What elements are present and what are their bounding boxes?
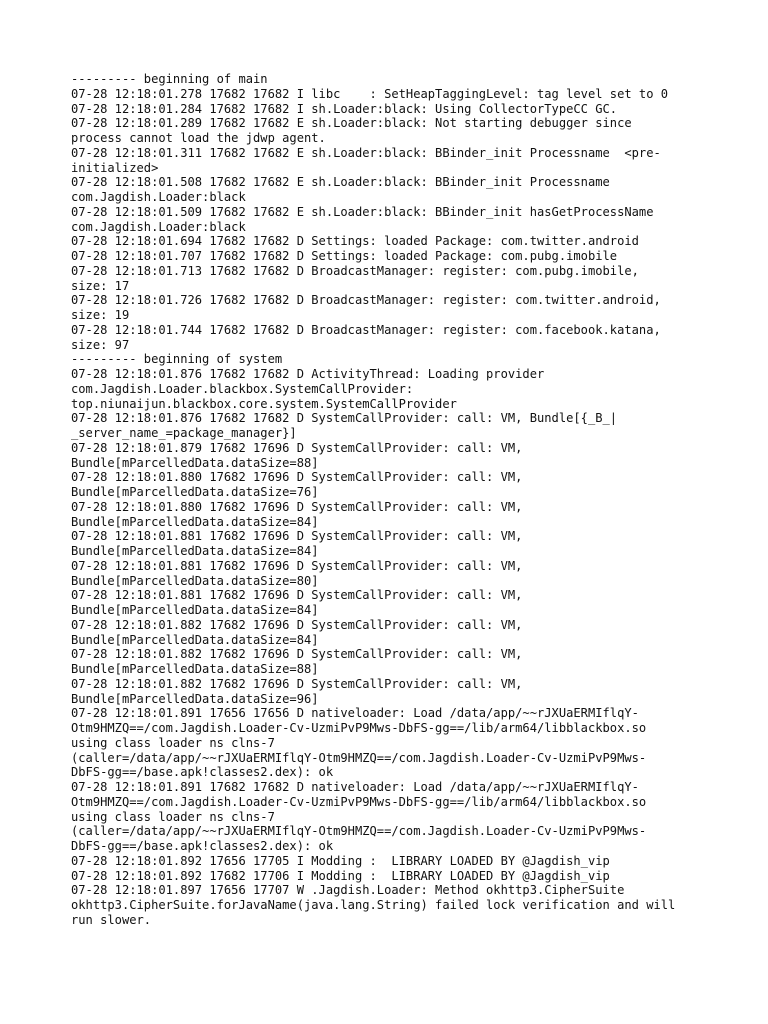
log-line: --------- beginning of main — [71, 72, 268, 86]
log-line: 07-28 12:18:01.311 17682 17682 E sh.Loader:black: BBinder_init Processname <pre- — [71, 145, 661, 160]
log-line: 07-28 12:18:01.881 17682 17696 D SystemCallProvider: call: VM, — [71, 529, 523, 544]
log-line: initialized> — [71, 160, 159, 175]
log-line: Bundle[mParcelledData.dataSize=88] — [71, 662, 319, 676]
log-line: Otm9HMZQ==/com.Jagdish.Loader-Cv-UzmiPvP9Mws-DbFS-gg==/lib/arm64/libblackbox.so — [71, 721, 647, 735]
log-line: 07-28 12:18:01.876 17682 17682 D SystemCallProvider: call: VM, Bundle[{_B_| — [71, 411, 618, 426]
log-line: 07-28 12:18:01.289 17682 17682 E sh.Loader:black: Not starting debugger since — [71, 116, 632, 131]
log-line: com.Jagdish.Loader.blackbox.SystemCallProvider: — [71, 381, 414, 396]
log-document — [71, 72, 711, 928]
log-line: process cannot load the jdwp agent. — [71, 131, 326, 145]
log-line: 07-28 12:18:01.882 17682 17696 D SystemCallProvider: call: VM, — [71, 647, 523, 662]
log-line: 07-28 12:18:01.891 17682 17682 D nativeloader: Load /data/app/~~rJXUaERMIflqY- — [71, 780, 639, 794]
log-line: 07-28 12:18:01.284 17682 17682 I sh.Loader:black: Using CollectorTypeCC GC. — [71, 101, 618, 116]
log-line: 07-28 12:18:01.726 17682 17682 D BroadcastManager: register: com.twitter.android, — [71, 293, 661, 308]
log-line: 07-28 12:18:01.891 17656 17656 D nativeloader: Load /data/app/~~rJXUaERMIflqY- — [71, 706, 639, 721]
log-line: 07-28 12:18:01.713 17682 17682 D BroadcastManager: register: com.pubg.imobile, — [71, 263, 639, 278]
log-line: okhttp3.CipherSuite.forJavaName(java.lang.String) failed lock verification and will — [71, 898, 676, 912]
log-line: Bundle[mParcelledData.dataSize=88] — [71, 455, 319, 470]
log-line: Bundle[mParcelledData.dataSize=76] — [71, 485, 319, 499]
log-line: Bundle[mParcelledData.dataSize=84] — [71, 514, 319, 529]
log-line: top.niunaijun.blackbox.core.system.SystemCallProvider — [71, 396, 457, 411]
log-line: 07-28 12:18:01.707 17682 17682 D Settings: loaded Package: com.pubg.imobile — [71, 249, 618, 263]
log-line: 07-28 12:18:01.880 17682 17696 D SystemCallProvider: call: VM, — [71, 499, 523, 514]
log-line: com.Jagdish.Loader:black — [71, 190, 246, 204]
log-line: 07-28 12:18:01.880 17682 17696 D SystemCallProvider: call: VM, — [71, 470, 523, 485]
log-line: (caller=/data/app/~~rJXUaERMIflqY-Otm9HMZQ==/com.Jagdish.Loader-Cv-UzmiPvP9Mws- — [71, 824, 647, 839]
log-line: 07-28 12:18:01.509 17682 17682 E sh.Loader:black: BBinder_init hasGetProcessName — [71, 204, 654, 219]
log-line: Bundle[mParcelledData.dataSize=96] — [71, 691, 319, 706]
log-line: 07-28 12:18:01.881 17682 17696 D SystemCallProvider: call: VM, — [71, 558, 523, 573]
log-line: size: 17 — [71, 278, 130, 293]
log-line: 07-28 12:18:01.508 17682 17682 E sh.Loader:black: BBinder_init Processname — [71, 175, 610, 190]
log-line: 07-28 12:18:01.882 17682 17696 D SystemCallProvider: call: VM, — [71, 617, 523, 632]
log-line: 07-28 12:18:01.876 17682 17682 D ActivityThread: Loading provider — [71, 367, 545, 381]
log-line: (caller=/data/app/~~rJXUaERMIflqY-Otm9HMZQ==/com.Jagdish.Loader-Cv-UzmiPvP9Mws- — [71, 750, 647, 765]
log-line: Bundle[mParcelledData.dataSize=84] — [71, 544, 319, 558]
log-line: 07-28 12:18:01.892 17656 17705 I Modding : LIBRARY LOADED BY @Jagdish_vip — [71, 853, 610, 868]
log-line: --------- beginning of system — [71, 352, 283, 367]
log-line: run slower. — [71, 912, 152, 927]
log-line: 07-28 12:18:01.897 17656 17707 W .Jagdish.Loader: Method okhttp3.CipherSuite — [71, 883, 625, 898]
log-line: Bundle[mParcelledData.dataSize=84] — [71, 603, 319, 617]
log-line: 07-28 12:18:01.278 17682 17682 I libc : SetHeapTaggingLevel: tag level set to 0 — [71, 86, 669, 101]
log-line: com.Jagdish.Loader:black — [71, 219, 246, 234]
log-line: _server_name_=package_manager}] — [71, 426, 297, 440]
log-line: 07-28 12:18:01.694 17682 17682 D Settings: loaded Package: com.twitter.android — [71, 234, 639, 249]
log-line: 07-28 12:18:01.881 17682 17696 D SystemCallProvider: call: VM, — [71, 588, 523, 603]
log-line: 07-28 12:18:01.882 17682 17696 D SystemCallProvider: call: VM, — [71, 676, 523, 691]
log-line: using class loader ns clns-7 — [71, 809, 275, 824]
log-line: 07-28 12:18:01.744 17682 17682 D BroadcastManager: register: com.facebook.katana, — [71, 322, 661, 337]
log-line: Bundle[mParcelledData.dataSize=80] — [71, 573, 319, 588]
log-line: DbFS-gg==/base.apk!classes2.dex): ok — [71, 765, 334, 780]
log-line: Bundle[mParcelledData.dataSize=84] — [71, 632, 319, 647]
log-line: DbFS-gg==/base.apk!classes2.dex): ok — [71, 839, 334, 853]
log-line: using class loader ns clns-7 — [71, 735, 275, 750]
log-line: Otm9HMZQ==/com.Jagdish.Loader-Cv-UzmiPvP9Mws-DbFS-gg==/lib/arm64/libblackbox.so — [71, 794, 647, 809]
log-line: size: 19 — [71, 308, 130, 322]
log-line: 07-28 12:18:01.892 17682 17706 I Modding : LIBRARY LOADED BY @Jagdish_vip — [71, 868, 610, 883]
log-line: 07-28 12:18:01.879 17682 17696 D SystemCallProvider: call: VM, — [71, 440, 523, 455]
log-line: size: 97 — [71, 337, 130, 352]
